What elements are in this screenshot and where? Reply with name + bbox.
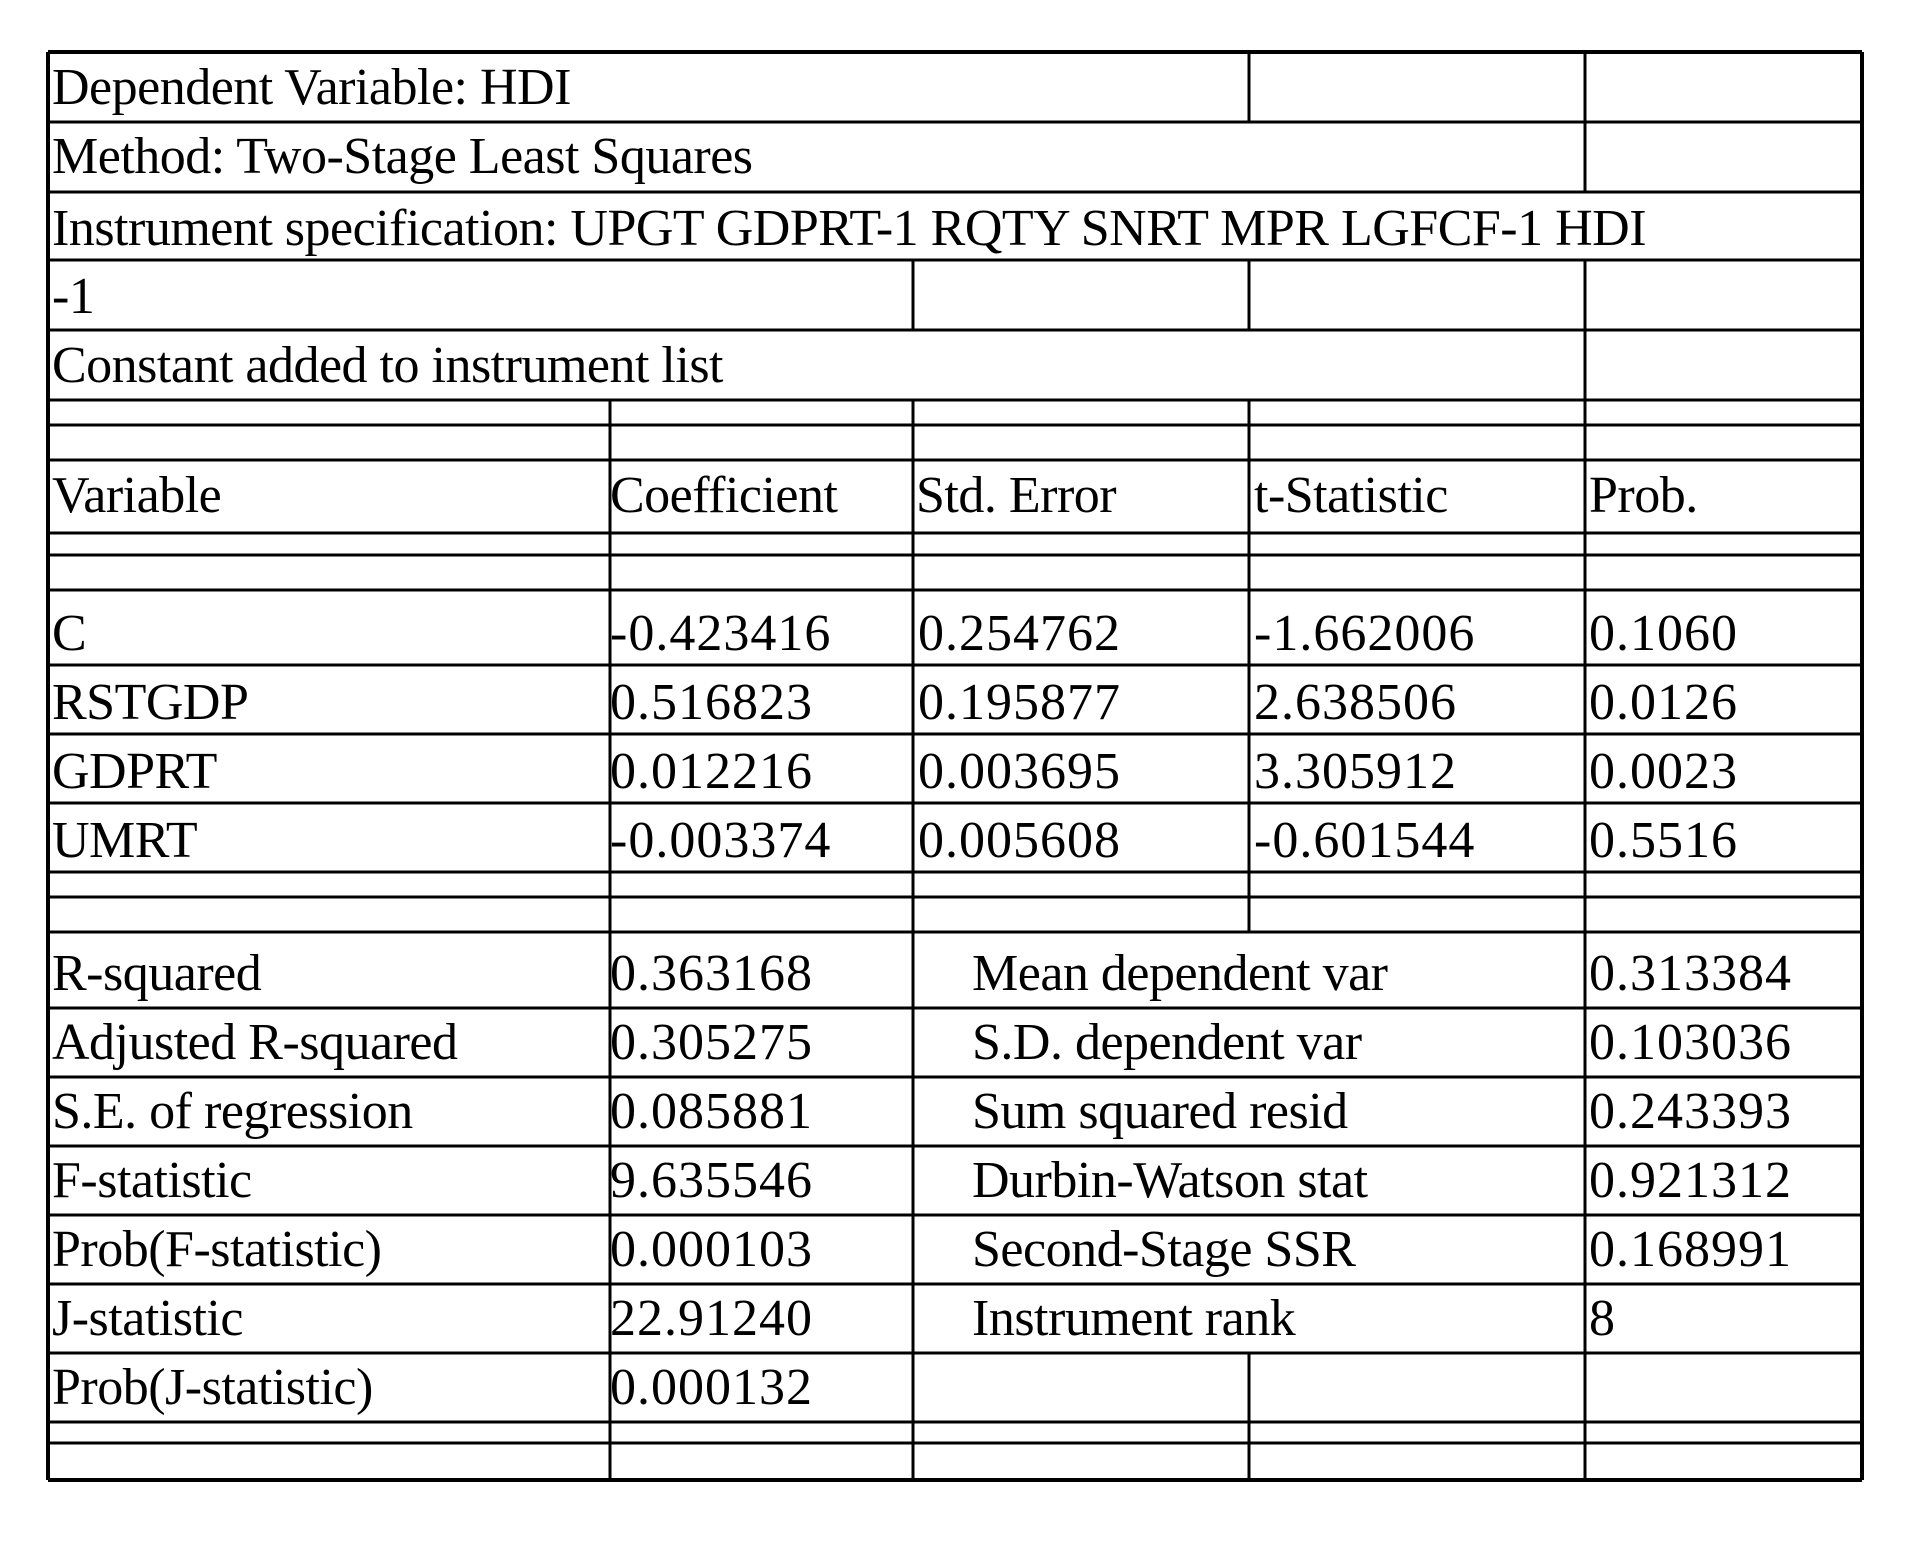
constant-note: Constant added to instrument list bbox=[52, 337, 724, 394]
stat-label-mean-dependent-var: Mean dependent var bbox=[972, 945, 1388, 1002]
column-header-t-statistic: t-Statistic bbox=[1254, 467, 1448, 524]
column-header-prob: Prob. bbox=[1589, 467, 1698, 524]
column-header-std-error: Std. Error bbox=[916, 467, 1117, 524]
coef-row-c-coefficient: -0.423416 bbox=[610, 605, 832, 662]
stat-label-adjusted-r-squared: Adjusted R-squared bbox=[52, 1014, 458, 1071]
stat-value-sd-dependent-var: 0.103036 bbox=[1589, 1014, 1792, 1071]
coef-row-umrt-t-statistic: -0.601544 bbox=[1254, 812, 1476, 869]
stat-label-prob-f-statistic: Prob(F-statistic) bbox=[52, 1221, 382, 1278]
instrument-spec-label: Instrument specification: UPGT GDPRT-1 RQTY SNRT MPR LGFCF-1 HDI bbox=[52, 200, 1647, 257]
column-header-coefficient: Coefficient bbox=[610, 467, 838, 524]
coef-row-umrt-std-error: 0.005608 bbox=[918, 812, 1121, 869]
stat-label-f-statistic: F-statistic bbox=[52, 1152, 252, 1209]
coef-row-rstgdp-coefficient: 0.516823 bbox=[610, 674, 813, 731]
coef-row-gdprt-coefficient: 0.012216 bbox=[610, 743, 813, 800]
column-header-variable: Variable bbox=[52, 467, 222, 524]
stat-value-se-of-regression: 0.085881 bbox=[610, 1083, 813, 1140]
stat-value-j-statistic: 22.91240 bbox=[610, 1290, 813, 1347]
instrument-spec-continuation: -1 bbox=[52, 268, 95, 325]
stat-label-sd-dependent-var: S.D. dependent var bbox=[972, 1014, 1362, 1071]
stat-value-f-statistic: 9.635546 bbox=[610, 1152, 813, 1209]
stat-value-prob-j-statistic: 0.000132 bbox=[610, 1359, 813, 1416]
stat-label-sum-squared-resid: Sum squared resid bbox=[972, 1083, 1348, 1140]
stat-value-r-squared: 0.363168 bbox=[610, 945, 813, 1002]
coef-row-rstgdp-prob: 0.0126 bbox=[1589, 674, 1738, 731]
coef-row-gdprt-prob: 0.0023 bbox=[1589, 743, 1738, 800]
stat-value-instrument-rank: 8 bbox=[1589, 1290, 1616, 1347]
dependent-variable-label: Dependent Variable: HDI bbox=[52, 59, 571, 116]
stat-value-mean-dependent-var: 0.313384 bbox=[1589, 945, 1792, 1002]
stat-label-j-statistic: J-statistic bbox=[52, 1290, 243, 1347]
coef-row-c-prob: 0.1060 bbox=[1589, 605, 1738, 662]
stat-value-adjusted-r-squared: 0.305275 bbox=[610, 1014, 813, 1071]
stat-value-sum-squared-resid: 0.243393 bbox=[1589, 1083, 1792, 1140]
stat-label-se-of-regression: S.E. of regression bbox=[52, 1083, 413, 1140]
coef-row-rstgdp-variable: RSTGDP bbox=[52, 674, 249, 731]
coef-row-gdprt-variable: GDPRT bbox=[52, 743, 217, 800]
stat-label-r-squared: R-squared bbox=[52, 945, 262, 1002]
method-label: Method: Two-Stage Least Squares bbox=[52, 128, 753, 185]
coef-row-rstgdp-t-statistic: 2.638506 bbox=[1254, 674, 1457, 731]
coef-row-rstgdp-std-error: 0.195877 bbox=[918, 674, 1121, 731]
stat-label-second-stage-ssr: Second-Stage SSR bbox=[972, 1221, 1356, 1278]
coef-row-gdprt-std-error: 0.003695 bbox=[918, 743, 1121, 800]
coef-row-umrt-coefficient: -0.003374 bbox=[610, 812, 832, 869]
stat-value-prob-f-statistic: 0.000103 bbox=[610, 1221, 813, 1278]
stat-label-instrument-rank: Instrument rank bbox=[972, 1290, 1296, 1347]
coef-row-umrt-variable: UMRT bbox=[52, 812, 198, 869]
coef-row-c-variable: C bbox=[52, 605, 87, 662]
coef-row-c-std-error: 0.254762 bbox=[918, 605, 1121, 662]
stat-value-durbin-watson: 0.921312 bbox=[1589, 1152, 1792, 1209]
coef-row-gdprt-t-statistic: 3.305912 bbox=[1254, 743, 1457, 800]
coef-row-c-t-statistic: -1.662006 bbox=[1254, 605, 1476, 662]
stat-label-durbin-watson: Durbin-Watson stat bbox=[972, 1152, 1368, 1209]
stat-label-prob-j-statistic: Prob(J-statistic) bbox=[52, 1359, 373, 1416]
stat-value-second-stage-ssr: 0.168991 bbox=[1589, 1221, 1792, 1278]
coef-row-umrt-prob: 0.5516 bbox=[1589, 812, 1738, 869]
